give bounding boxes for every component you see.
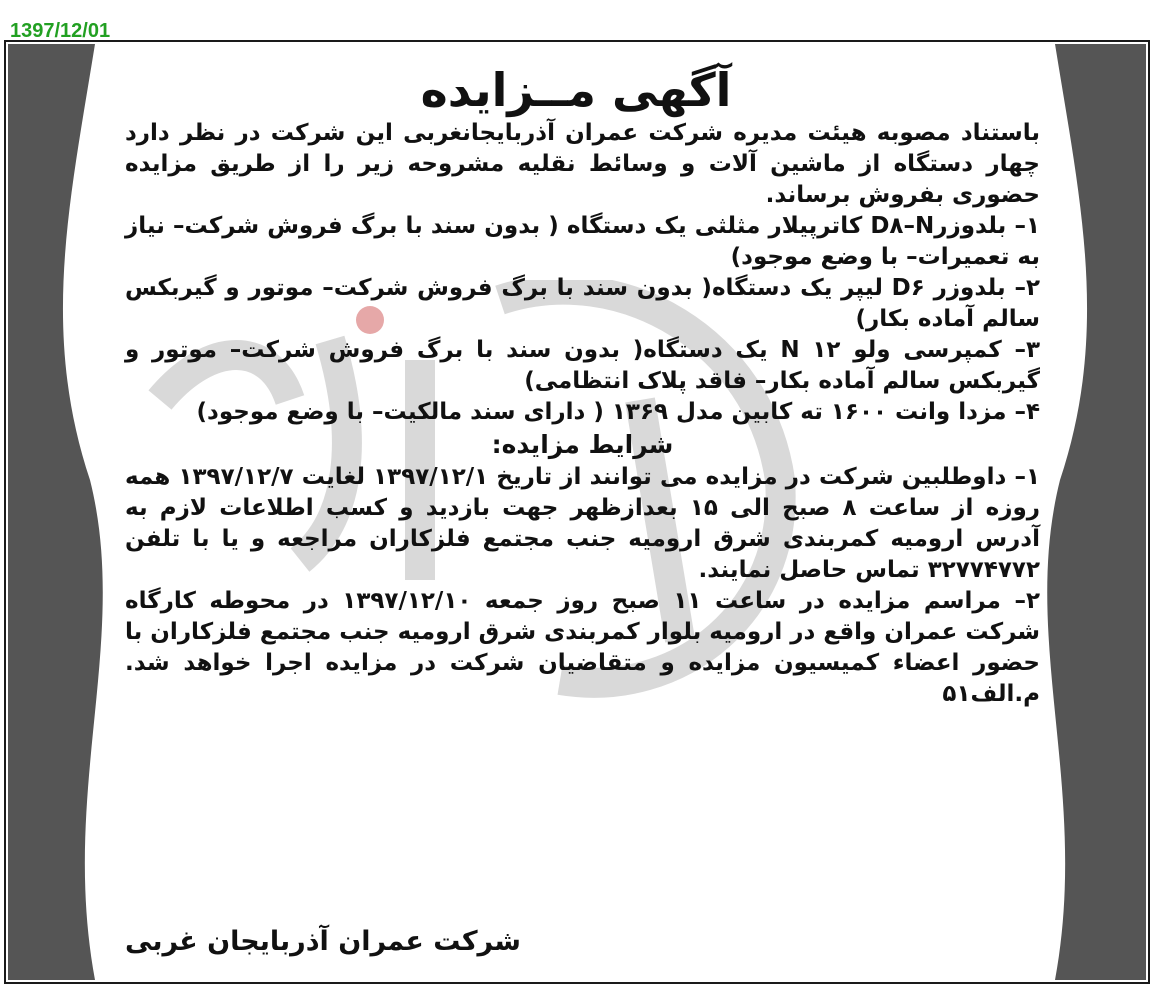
condition-item: ۲– مراسم مزایده در ساعت ۱۱ صبح روز جمعه ۱۳۹۷/۱۲/۱۰ در محوطه کارگاه شرکت عمران واقع در ارومیه بلوار کمربندی شرق ارومیه جنب مجتمع فلزکاران با حضور اعضاء کمیسیون مزایده و متقاضیان شرکت در مزایده اجرا خواهد شد. م.الف۵۱ [125, 588, 1040, 707]
list-item: ۴– مزدا وانت ۱۶۰۰ ته کابین مدل ۱۳۶۹ ( دارای سند مالکیت– با وضع موجود) [196, 399, 1040, 425]
list-item: ۲– بلدوزر D۶ لیپر یک دستگاه( بدون سند با برگ فروش شرکت– موتور و گیربکس سالم آماده بکار) [125, 275, 1041, 332]
intro-paragraph: باستناد مصوبه هیئت مدیره شرکت عمران آذربایجانغربی این شرکت در نظر دارد چهار دستگاه از ماشین آلات و وسائط نقلیه مشروحه زیر را از طریق مزایده حضوری بفروش برساند. [125, 120, 1040, 208]
company-signature: شرکت عمران آذربایجان غربی [125, 926, 521, 957]
right-curl-shadow [1047, 44, 1146, 980]
condition-item: ۱– داوطلبین شرکت در مزایده می توانند از تاریخ ۱۳۹۷/۱۲/۱ لغایت ۱۳۹۷/۱۲/۷ همه روزه از ساعت ۸ صبح الی ۱۵ بعدازظهر جهت بازدید و کسب اطلاعات لازم به آدرس ارومیه کمربندی شرق ارومیه جنب مجتمع فلزکاران مراجعه و یا با تلفن ۳۲۷۷۴۷۷۲ تماس حاصل نمایند. [125, 464, 1040, 583]
date-stamp: 1397/12/01 [10, 20, 111, 42]
left-curl-shadow [8, 44, 103, 980]
list-item: ۳– کمپرسی ولو N ۱۲ یک دستگاه( بدون سند با برگ فروش شرکت– موتور و گیربکس سالم آماده بکار– فاقد پلاک انتظامی) [125, 337, 1040, 394]
conditions-title: شرایط مزایده: [491, 430, 674, 459]
list-item: ۱– بلدوزرD۸–N کاترپیلار مثلثی یک دستگاه ( بدون سند با برگ فروش شرکت– نیاز به تعمیرات– با وضع موجود) [125, 213, 1040, 270]
page-title: آگهی مــزایده [420, 63, 732, 117]
ad-body [125, 118, 1040, 710]
